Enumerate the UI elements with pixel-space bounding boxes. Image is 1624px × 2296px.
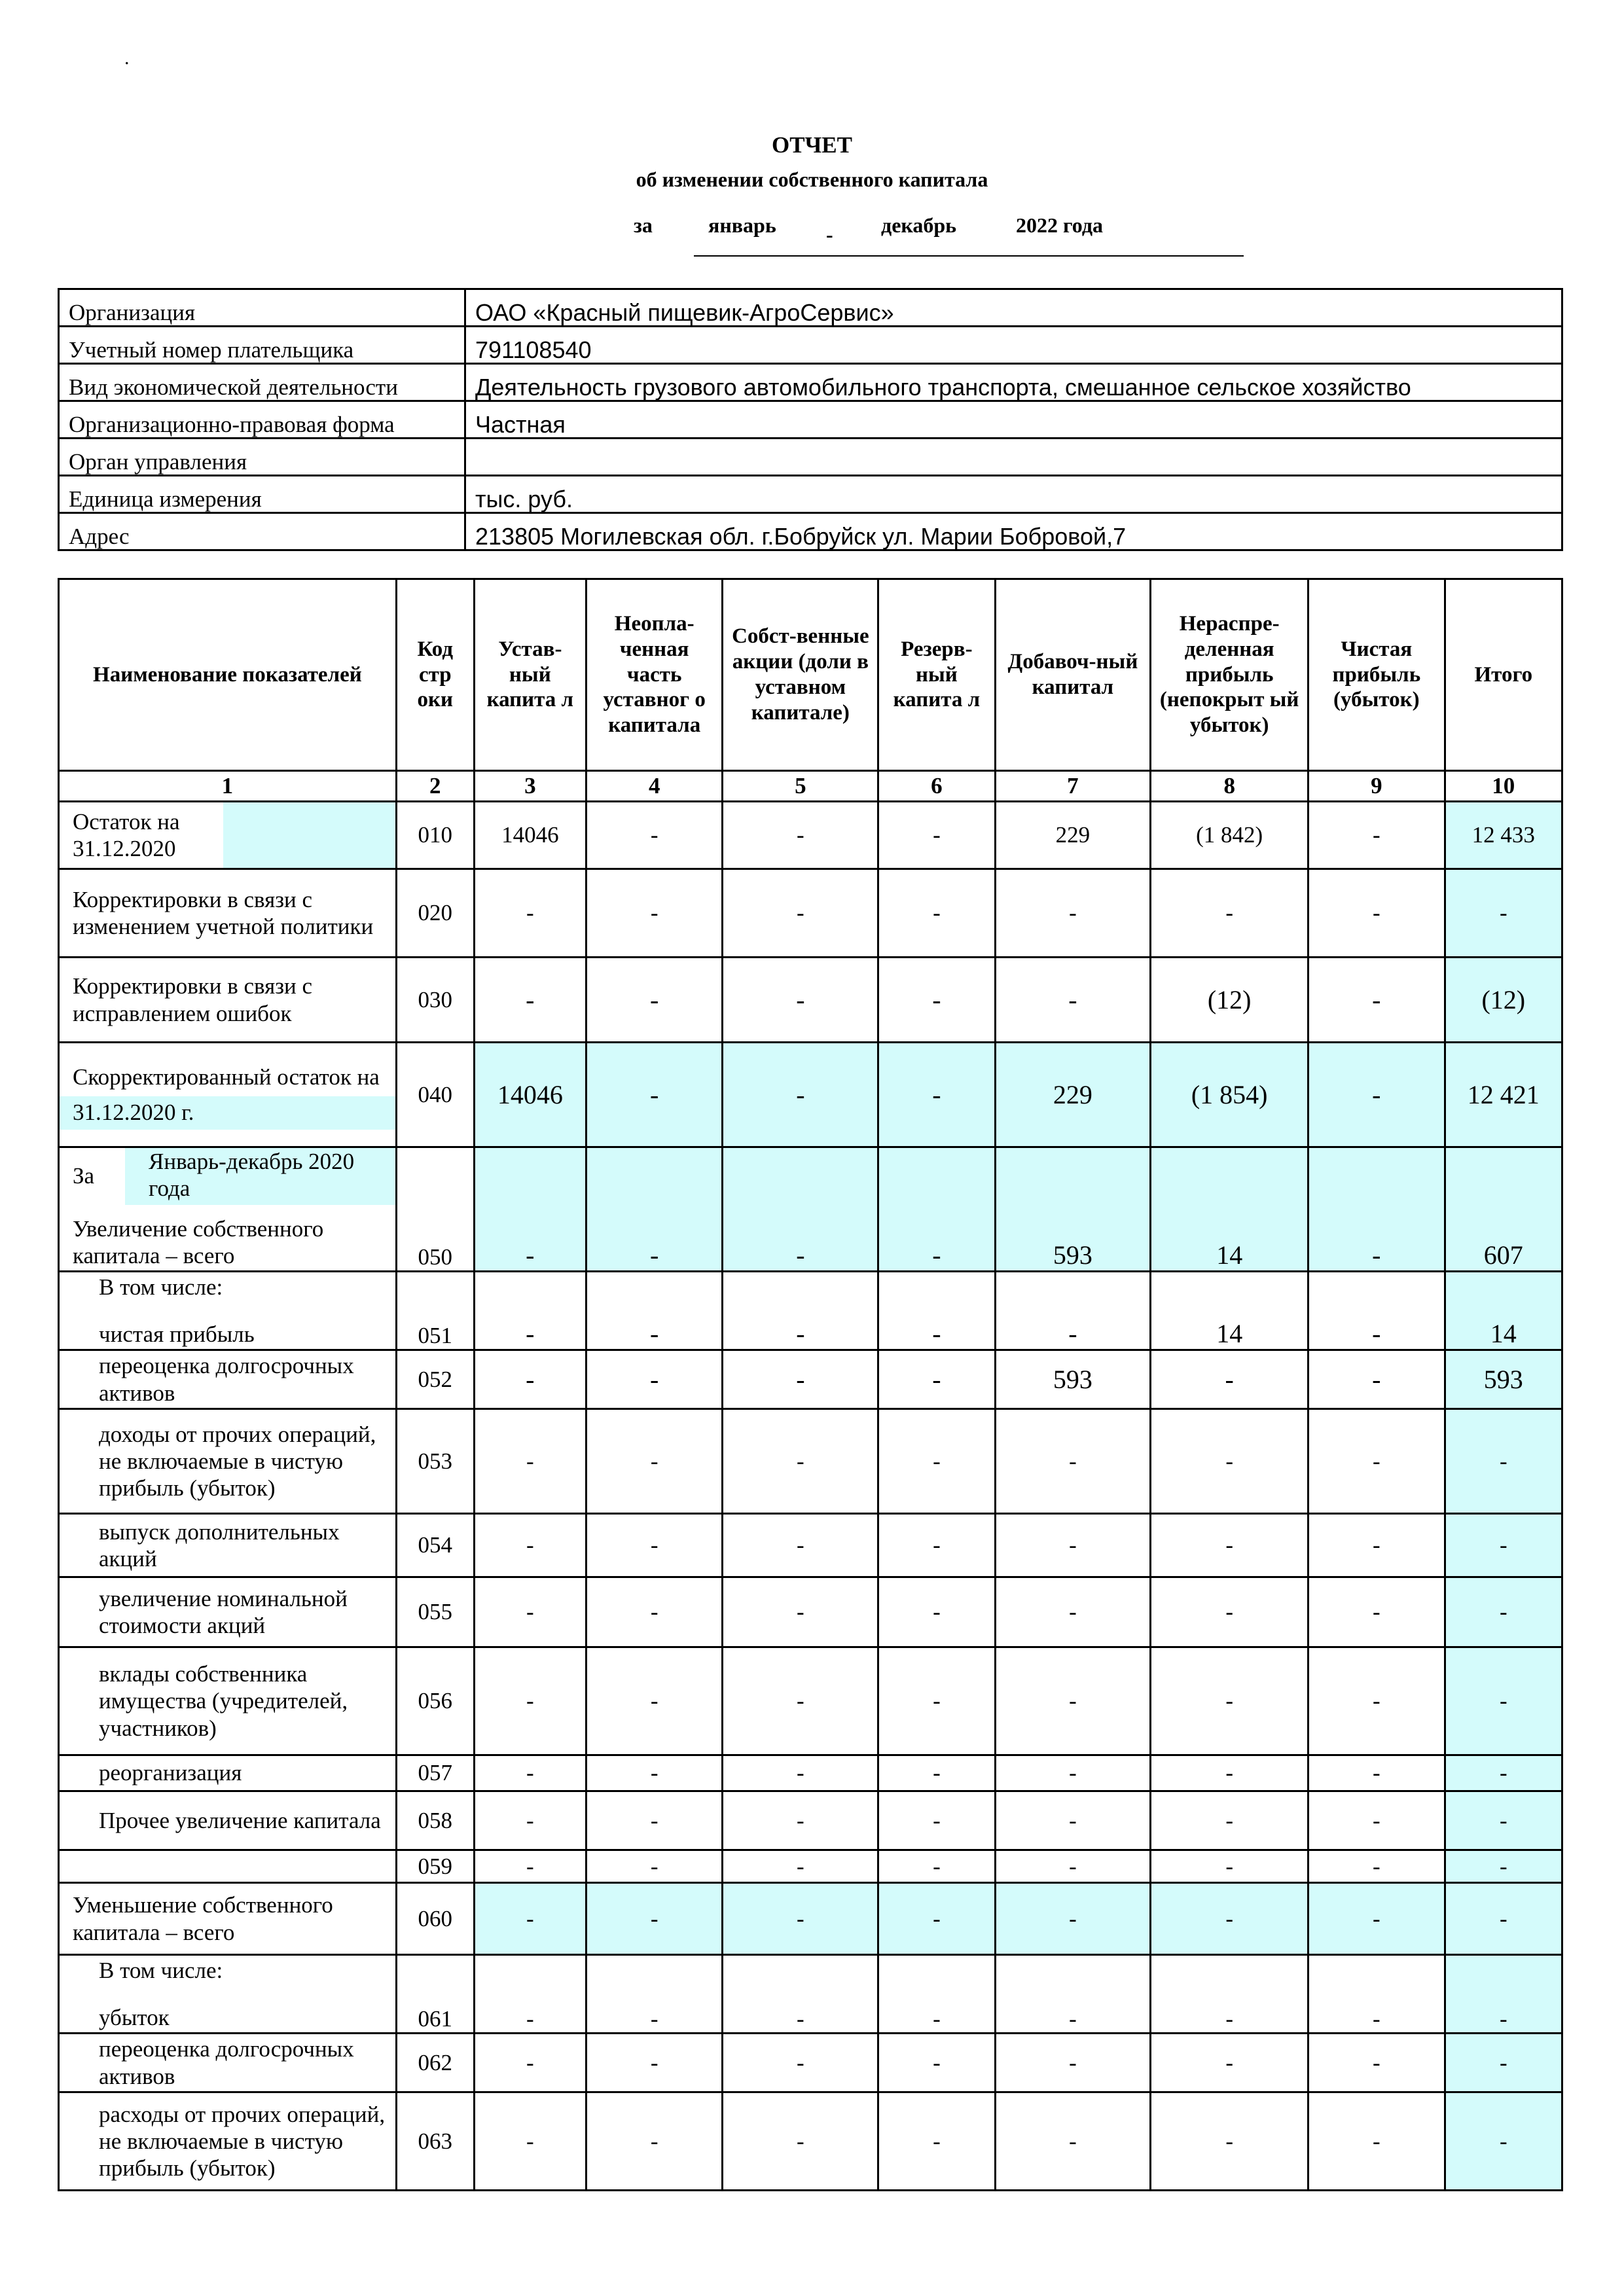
- info-label: Адрес: [59, 513, 465, 550]
- row-value: -: [1308, 1514, 1445, 1577]
- row-value: -: [995, 1647, 1151, 1755]
- column-header: Нераспре-деленная прибыль (непокрыт ый убыток): [1151, 579, 1308, 771]
- row-value: -: [723, 1755, 878, 1791]
- row-value: -: [995, 1791, 1151, 1850]
- column-number: 2: [396, 771, 474, 802]
- row-value: -: [1151, 1514, 1308, 1577]
- row-value: -: [1151, 1850, 1308, 1883]
- row-code: 054: [396, 1514, 474, 1577]
- row-value: -: [1308, 2092, 1445, 2191]
- column-header: Итого: [1445, 579, 1562, 771]
- row-code: 052: [396, 1350, 474, 1409]
- column-number: 9: [1308, 771, 1445, 802]
- row-value: -: [586, 869, 723, 958]
- row-name: [59, 1147, 397, 1272]
- row-name: выпуск дополнительных акций: [59, 1514, 397, 1577]
- row-value: -: [995, 1272, 1151, 1350]
- row-value: 229: [995, 1043, 1151, 1147]
- row-value: -: [878, 869, 995, 958]
- row-value: -: [878, 1272, 995, 1350]
- row-value: -: [474, 958, 586, 1043]
- row-value: -: [995, 2034, 1151, 2092]
- row-code: 058: [396, 1791, 474, 1850]
- row-value: -: [723, 1577, 878, 1647]
- table-row: [59, 1272, 1562, 1350]
- column-header: Резерв-ный капита л: [878, 579, 995, 771]
- row-value: -: [586, 1514, 723, 1577]
- row-name-text: чистая прибыль: [99, 1321, 255, 1347]
- table-row: [59, 1883, 1562, 1955]
- row-value: -: [586, 1272, 723, 1350]
- column-header: Чистая прибыль (убыток): [1308, 579, 1445, 771]
- row-value: (12): [1151, 958, 1308, 1043]
- row-value: -: [995, 869, 1151, 958]
- row-value: (1 842): [1151, 802, 1308, 869]
- row-code: 020: [396, 869, 474, 958]
- row-value: -: [1151, 1791, 1308, 1850]
- row-value: 229: [995, 802, 1151, 869]
- row-value: -: [723, 1409, 878, 1514]
- table-row: [59, 1409, 1562, 1514]
- row-value: -: [878, 1883, 995, 1955]
- row-value: -: [586, 1755, 723, 1791]
- header-row: [59, 579, 1562, 771]
- row-value: 593: [995, 1147, 1151, 1272]
- period-for-label: за: [634, 213, 653, 237]
- row-name: [59, 1955, 397, 2034]
- row-value: -: [1308, 1147, 1445, 1272]
- row-value: -: [586, 1147, 723, 1272]
- row-value: -: [878, 958, 995, 1043]
- row-value: 593: [1445, 1350, 1562, 1409]
- table-row: [59, 1577, 1562, 1647]
- row-value: -: [723, 1272, 878, 1350]
- table-row: [59, 2034, 1562, 2092]
- row-value: -: [1308, 1043, 1445, 1147]
- row-value: -: [586, 802, 723, 869]
- table-row: [59, 2092, 1562, 2191]
- info-value: [465, 439, 1562, 476]
- row-value: -: [474, 1883, 586, 1955]
- row-value: -: [1445, 2034, 1562, 2092]
- row-value: (1 854): [1151, 1043, 1308, 1147]
- row-value: -: [1308, 1409, 1445, 1514]
- row-value: -: [1151, 869, 1308, 958]
- table-row: [59, 802, 1562, 869]
- row-value: -: [1151, 1883, 1308, 1955]
- row-value: 12 421: [1445, 1043, 1562, 1147]
- table-row: [59, 958, 1562, 1043]
- row-value: -: [995, 1577, 1151, 1647]
- row-name: увеличение номинальной стоимости акций: [59, 1577, 397, 1647]
- row-value: -: [878, 1577, 995, 1647]
- info-row: [59, 439, 1562, 476]
- row-value: -: [878, 1850, 995, 1883]
- table-row: [59, 1147, 1562, 1272]
- row-name: [59, 802, 397, 869]
- row-value: 14: [1445, 1272, 1562, 1350]
- date-fill: [223, 802, 395, 868]
- row-value: -: [1308, 1272, 1445, 1350]
- row-code: 051: [396, 1272, 474, 1350]
- row-name: Прочее увеличение капитала: [59, 1791, 397, 1850]
- row-name-date: 31.12.2020 г.: [60, 1096, 395, 1130]
- row-name-part: Скорректированный остаток на: [73, 1064, 380, 1090]
- row-value: -: [586, 1647, 723, 1755]
- row-value: -: [474, 1409, 586, 1514]
- column-header: Наименование показателей: [59, 579, 397, 771]
- row-name: реорганизация: [59, 1755, 397, 1791]
- row-value: -: [878, 802, 995, 869]
- row-value: -: [878, 1647, 995, 1755]
- column-header: Добавоч-ный капитал: [995, 579, 1151, 771]
- table-row: [59, 869, 1562, 958]
- report-title: ОТЧЕТ: [772, 132, 852, 158]
- row-value: -: [723, 1955, 878, 2034]
- row-value: -: [474, 1147, 586, 1272]
- info-row: [59, 401, 1562, 439]
- row-value: -: [474, 1755, 586, 1791]
- table-row: [59, 1043, 1562, 1147]
- row-name-part: Остаток на: [73, 808, 180, 834]
- row-value: -: [723, 958, 878, 1043]
- row-value: -: [1445, 1755, 1562, 1791]
- info-value: 213805 Могилевская обл. г.Бобруйск ул. Марии Бобровой,7: [465, 513, 1562, 550]
- row-value: -: [1308, 1755, 1445, 1791]
- row-value: -: [1445, 1647, 1562, 1755]
- row-value: -: [878, 1350, 995, 1409]
- row-code: 056: [396, 1647, 474, 1755]
- info-label: Вид экономической деятельности: [59, 364, 465, 401]
- row-value: -: [995, 1883, 1151, 1955]
- row-name: переоценка долгосрочных активов: [59, 1350, 397, 1409]
- row-value: -: [474, 1514, 586, 1577]
- row-value: -: [723, 1791, 878, 1850]
- row-value: -: [723, 869, 878, 958]
- row-code: 063: [396, 2092, 474, 2191]
- row-name: Корректировки в связи с изменением учетной политики: [59, 869, 397, 958]
- table-row: [59, 1791, 1562, 1850]
- row-value: -: [1151, 1955, 1308, 2034]
- row-value: -: [474, 1350, 586, 1409]
- row-value: -: [878, 1755, 995, 1791]
- info-label: Единица измерения: [59, 476, 465, 513]
- row-value: -: [723, 1514, 878, 1577]
- row-value: -: [1308, 1955, 1445, 2034]
- row-name-date: 31.12.2020: [73, 836, 176, 861]
- period-from: январь: [708, 213, 776, 237]
- row-value: -: [586, 1791, 723, 1850]
- row-value: -: [1308, 958, 1445, 1043]
- row-value: -: [1308, 802, 1445, 869]
- table-row: [59, 1850, 1562, 1883]
- row-value: -: [995, 1755, 1151, 1791]
- row-value: -: [1445, 1955, 1562, 2034]
- column-number: 1: [59, 771, 397, 802]
- info-row: [59, 513, 1562, 550]
- row-value: -: [586, 1350, 723, 1409]
- row-code: 050: [396, 1147, 474, 1272]
- row-value: 593: [995, 1350, 1151, 1409]
- row-value: -: [586, 1043, 723, 1147]
- row-value: -: [1151, 1350, 1308, 1409]
- row-value: -: [1151, 2092, 1308, 2191]
- column-header: Неопла-ченная часть уставног о капитала: [586, 579, 723, 771]
- period-value: Январь-декабрь 2020 года: [125, 1148, 395, 1205]
- row-value: -: [995, 1514, 1151, 1577]
- info-row: [59, 476, 1562, 513]
- row-value: -: [995, 1850, 1151, 1883]
- row-value: -: [878, 1043, 995, 1147]
- row-name-text: Увеличение собственного капитала – всего: [73, 1215, 324, 1268]
- table-row: [59, 1647, 1562, 1755]
- period-year: 2022 года: [1016, 213, 1103, 237]
- row-value: -: [474, 1955, 586, 2034]
- row-value: -: [995, 958, 1151, 1043]
- row-value: -: [1445, 869, 1562, 958]
- row-value: -: [1308, 1350, 1445, 1409]
- row-value: 14: [1151, 1272, 1308, 1350]
- row-value: -: [723, 2034, 878, 2092]
- row-value: -: [1308, 1647, 1445, 1755]
- row-value: -: [1151, 1755, 1308, 1791]
- period-underline: [694, 255, 1244, 257]
- row-code: 060: [396, 1883, 474, 1955]
- info-value: Деятельность грузового автомобильного транспорта, смешанное сельское хозяйство: [465, 364, 1562, 401]
- row-value: 14046: [474, 802, 586, 869]
- column-number-row: [59, 771, 1562, 802]
- column-number: 10: [1445, 771, 1562, 802]
- info-label: Орган управления: [59, 439, 465, 476]
- row-value: (12): [1445, 958, 1562, 1043]
- column-number: 7: [995, 771, 1151, 802]
- row-value: -: [586, 1577, 723, 1647]
- row-value: -: [878, 2034, 995, 2092]
- row-value: -: [1308, 2034, 1445, 2092]
- row-value: -: [723, 802, 878, 869]
- info-row: [59, 327, 1562, 364]
- row-name: Уменьшение собственного капитала – всего: [59, 1883, 397, 1955]
- row-name: расходы от прочих операций, не включаемые в чистую прибыль (убыток): [59, 2092, 397, 2191]
- column-header: Устав-ный капита л: [474, 579, 586, 771]
- row-name: [59, 1043, 397, 1147]
- row-value: -: [586, 1850, 723, 1883]
- row-value: -: [1308, 1791, 1445, 1850]
- row-value: -: [474, 1850, 586, 1883]
- row-value: -: [878, 1955, 995, 2034]
- row-value: -: [995, 1409, 1151, 1514]
- row-value: -: [723, 1647, 878, 1755]
- column-number: 3: [474, 771, 586, 802]
- row-name: Корректировки в связи с исправлением ошибок: [59, 958, 397, 1043]
- info-label: Организация: [59, 289, 465, 327]
- row-value: -: [1445, 1577, 1562, 1647]
- row-value: 14: [1151, 1147, 1308, 1272]
- row-name: [59, 1272, 397, 1350]
- row-value: -: [1445, 1883, 1562, 1955]
- column-header: Код стр оки: [396, 579, 474, 771]
- za-label: За: [73, 1163, 95, 1189]
- row-code: 030: [396, 958, 474, 1043]
- row-code: 059: [396, 1850, 474, 1883]
- info-value: тыс. руб.: [465, 476, 1562, 513]
- table-row: [59, 1350, 1562, 1409]
- row-value: -: [474, 1791, 586, 1850]
- row-value: -: [1151, 1409, 1308, 1514]
- row-value: -: [1308, 869, 1445, 958]
- row-value: -: [878, 1409, 995, 1514]
- row-value: -: [723, 1883, 878, 1955]
- row-value: -: [586, 1955, 723, 2034]
- organization-info-table: [58, 288, 1563, 551]
- row-value: -: [723, 1350, 878, 1409]
- period-to: декабрь: [881, 213, 957, 237]
- row-name-text: убыток: [99, 2004, 170, 2030]
- corner-dot: .: [124, 47, 130, 69]
- row-value: -: [474, 1577, 586, 1647]
- row-value: -: [586, 1409, 723, 1514]
- info-row: [59, 289, 1562, 327]
- row-code: 040: [396, 1043, 474, 1147]
- info-value: Частная: [465, 401, 1562, 439]
- row-name: доходы от прочих операций, не включаемые в чистую прибыль (убыток): [59, 1409, 397, 1514]
- row-value: -: [474, 2034, 586, 2092]
- row-value: -: [1308, 1577, 1445, 1647]
- column-number: 5: [723, 771, 878, 802]
- row-code: 061: [396, 1955, 474, 2034]
- row-value: -: [474, 1272, 586, 1350]
- row-name: вклады собственника имущества (учредителей, участников): [59, 1647, 397, 1755]
- row-code: 055: [396, 1577, 474, 1647]
- row-value: -: [1151, 2034, 1308, 2092]
- row-value: -: [586, 1883, 723, 1955]
- row-value: -: [586, 2092, 723, 2191]
- row-value: -: [586, 2034, 723, 2092]
- column-number: 6: [878, 771, 995, 802]
- row-value: -: [723, 1043, 878, 1147]
- row-value: -: [1445, 1409, 1562, 1514]
- row-value: 607: [1445, 1147, 1562, 1272]
- row-value: -: [878, 1514, 995, 1577]
- table-row: [59, 1955, 1562, 2034]
- row-value: -: [586, 958, 723, 1043]
- row-value: -: [1151, 1647, 1308, 1755]
- row-value: 14046: [474, 1043, 586, 1147]
- row-value: -: [995, 2092, 1151, 2191]
- row-value: -: [1445, 1850, 1562, 1883]
- row-value: -: [474, 1647, 586, 1755]
- row-value: -: [474, 869, 586, 958]
- row-value: -: [1445, 2092, 1562, 2191]
- row-value: -: [1445, 1791, 1562, 1850]
- row-value: -: [995, 1955, 1151, 2034]
- column-number: 8: [1151, 771, 1308, 802]
- row-value: -: [1151, 1577, 1308, 1647]
- row-code: 010: [396, 802, 474, 869]
- column-number: 4: [586, 771, 723, 802]
- report-subtitle: об изменении собственного капитала: [636, 168, 988, 191]
- row-name: переоценка долгосрочных активов: [59, 2034, 397, 2092]
- row-value: -: [878, 1147, 995, 1272]
- row-value: 12 433: [1445, 802, 1562, 869]
- row-value: -: [878, 2092, 995, 2191]
- row-name: [59, 1850, 397, 1883]
- info-label: Организационно-правовая форма: [59, 401, 465, 439]
- info-value: ОАО «Красный пищевик-АгроСервис»: [465, 289, 1562, 327]
- table-row: [59, 1514, 1562, 1577]
- row-intro: В том числе:: [99, 1958, 223, 1984]
- equity-changes-table: [58, 578, 1563, 2191]
- period-dash: -: [826, 223, 833, 246]
- row-code: 057: [396, 1755, 474, 1791]
- row-intro: В том числе:: [99, 1274, 223, 1300]
- info-label: Учетный номер плательщика: [59, 327, 465, 364]
- row-value: -: [723, 2092, 878, 2191]
- row-code: 053: [396, 1409, 474, 1514]
- row-value: -: [878, 1791, 995, 1850]
- row-value: -: [1308, 1850, 1445, 1883]
- row-code: 062: [396, 2034, 474, 2092]
- column-header: Собст-венные акции (доли в уставном капитале): [723, 579, 878, 771]
- row-value: -: [723, 1147, 878, 1272]
- row-value: -: [1445, 1514, 1562, 1577]
- table-row: [59, 1755, 1562, 1791]
- info-value: 791108540: [465, 327, 1562, 364]
- row-value: -: [723, 1850, 878, 1883]
- info-row: [59, 364, 1562, 401]
- row-value: -: [474, 2092, 586, 2191]
- row-value: -: [1308, 1883, 1445, 1955]
